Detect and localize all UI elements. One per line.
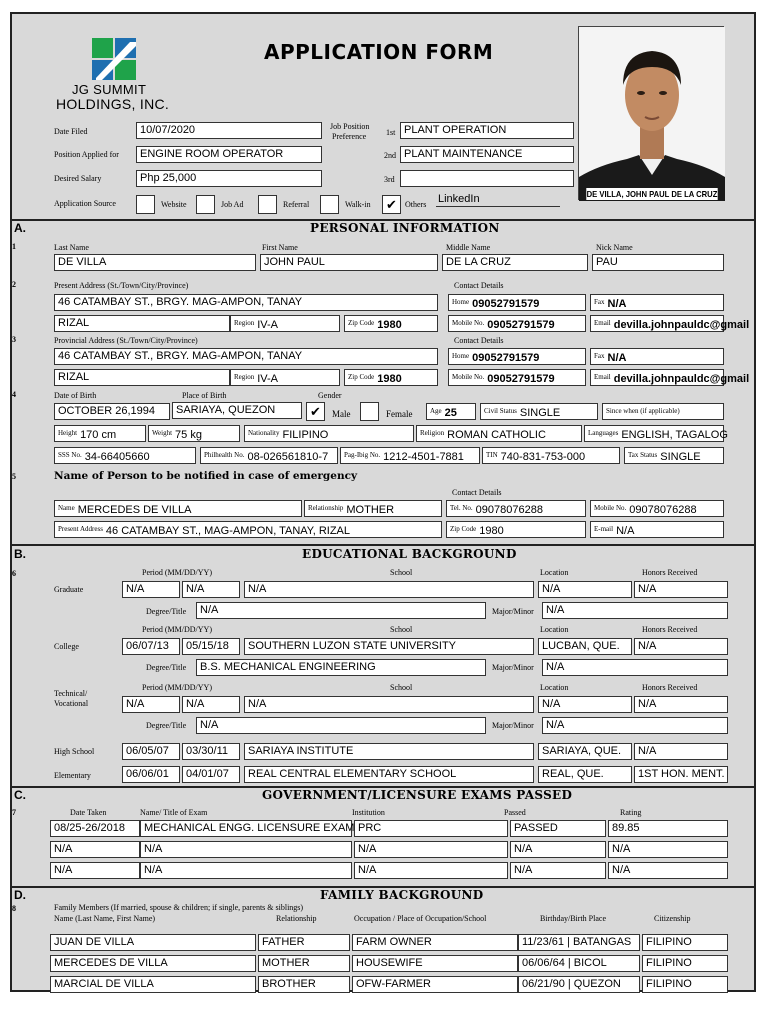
philhealth-label: Philhealth No. [204, 451, 245, 459]
technical-honors-label: Honors Received [642, 683, 698, 692]
company-name-line1: JG SUMMIT [72, 82, 147, 97]
section-a-letter: A. [14, 221, 26, 235]
emergency-tel-value: 09078076288 [475, 504, 543, 516]
present-zip-field[interactable] [344, 315, 438, 332]
exam-passed-cell[interactable]: N/A [510, 862, 606, 879]
civil-status-field[interactable] [480, 403, 598, 420]
technical-location-label: Location [540, 683, 569, 692]
languages-label: Languages [588, 429, 619, 437]
technical-school-label: School [390, 683, 413, 692]
graduate-degree-field[interactable]: N/A [196, 602, 486, 619]
pob-label: Place of Birth [182, 391, 227, 400]
technical-major-label: Major/Minor [492, 721, 534, 730]
highschool-from-field[interactable]: 06/05/07 [122, 743, 180, 760]
weight-field[interactable] [148, 425, 240, 442]
family-relationship-header: Relationship [276, 914, 317, 923]
position-label: Position Applied for [54, 150, 119, 159]
source-walkin-checkbox[interactable] [320, 195, 339, 214]
technical-period-label: Period (MM/DD/YY) [142, 683, 212, 692]
section-c-title: GOVERNMENT/LICENSURE EXAMS PASSED [262, 788, 573, 802]
graduate-to-field[interactable]: N/A [182, 581, 240, 598]
emergency-email-value: N/A [616, 525, 635, 537]
nationality-value: FILIPINO [282, 429, 329, 441]
family-citizenship-cell[interactable]: FILIPINO [642, 955, 728, 972]
philhealth-field[interactable] [200, 447, 338, 464]
college-degree-label: Degree/Title [146, 663, 187, 672]
source-walkin-label: Walk-in [345, 200, 371, 209]
age-label: Age [430, 407, 442, 415]
emergency-title: Name of Person to be notified in case of emergency [54, 470, 358, 482]
graduate-honors-label: Honors Received [642, 568, 698, 577]
religion-value: ROMAN CATHOLIC [447, 429, 546, 441]
item-number-5: 5 [12, 472, 16, 481]
region-label: Region [234, 319, 255, 327]
graduate-major-field[interactable]: N/A [542, 602, 728, 619]
item-number-4: 4 [12, 390, 16, 399]
height-field[interactable] [54, 425, 146, 442]
section-a-title: PERSONAL INFORMATION [310, 221, 500, 235]
pref-1st-label: 1st [386, 128, 396, 137]
elementary-label: Elementary [54, 771, 91, 780]
exam-date-header: Date Taken [70, 808, 107, 817]
pagibig-field[interactable] [340, 447, 480, 464]
highschool-label: High School [54, 747, 95, 756]
emergency-tel-field[interactable] [446, 500, 586, 517]
emergency-mobile-label: Mobile No. [594, 504, 627, 512]
item-number-8: 8 [12, 904, 16, 913]
present-address-field[interactable]: 46 CATAMBAY ST., BRGY. MAG-AMPON, TANAY [54, 294, 438, 311]
mobile-label: Mobile No. [452, 373, 485, 381]
company-logo [92, 38, 136, 80]
gender-male-checkbox[interactable]: ✔ [306, 402, 325, 421]
graduate-from-field[interactable]: N/A [122, 581, 180, 598]
emergency-address-label: Present Address [58, 525, 103, 533]
email-label: Email [594, 319, 611, 327]
home-label: Home [452, 352, 470, 360]
present-region-field[interactable] [230, 315, 340, 332]
exam-name-cell[interactable]: N/A [140, 841, 352, 858]
emergency-tel-label: Tel. No. [450, 504, 473, 512]
family-intro: Family Members (If married, spouse & children; if single, parents & siblings) [54, 903, 304, 912]
pref-1st-field[interactable]: PLANT OPERATION [400, 122, 574, 139]
highschool-to-field[interactable]: 03/30/11 [182, 743, 240, 760]
exam-institution-cell[interactable]: PRC [354, 820, 508, 837]
family-relationship-cell[interactable]: FATHER [258, 934, 350, 951]
family-name-cell[interactable]: MERCEDES DE VILLA [50, 955, 256, 972]
provincial-region-field[interactable] [230, 369, 340, 386]
gender-male-label: Male [332, 409, 351, 419]
provincial-email-field[interactable] [590, 369, 750, 386]
age-field[interactable] [426, 403, 476, 420]
tax-status-value: SINGLE [660, 451, 701, 463]
languages-field[interactable] [584, 425, 728, 442]
exam-name-cell[interactable]: MECHANICAL ENGG. LICENSURE EXAM [140, 820, 352, 837]
exam-name-header: Name/ Title of Exam [140, 808, 208, 817]
religion-label: Religion [420, 429, 445, 437]
college-school-label: School [390, 625, 413, 634]
form-title: APPLICATION FORM [264, 40, 494, 64]
highschool-school-field[interactable]: SARIAYA INSTITUTE [244, 743, 534, 760]
religion-field[interactable] [416, 425, 582, 442]
source-others-value[interactable]: LinkedIn [436, 192, 560, 207]
family-occupation-cell[interactable]: FARM OWNER [352, 934, 518, 951]
job-pref-label-2: Preference [332, 132, 367, 141]
family-occupation-header: Occupation / Place of Occupation/School [354, 914, 487, 923]
jg-summit-logo-icon [92, 38, 136, 80]
present-region-value: IV-A [257, 319, 279, 331]
source-website-label: Website [161, 200, 187, 209]
dob-label: Date of Birth [54, 391, 97, 400]
fax-label: Fax [594, 298, 605, 306]
provincial-region-value: IV-A [257, 373, 279, 385]
fax-label: Fax [594, 352, 605, 360]
photo-caption: DE VILLA, JOHN PAUL DE LA CRUZ [586, 189, 718, 199]
dob-field[interactable]: OCTOBER 26,1994 [54, 403, 170, 420]
provincial-fax-value: N/A [607, 352, 627, 364]
present-home-value: 09052791579 [472, 298, 540, 310]
family-citizenship-cell[interactable]: FILIPINO [642, 976, 728, 993]
emergency-mobile-field[interactable] [590, 500, 724, 517]
present-email-value: devilla.johnpauldc@gmail [613, 319, 750, 331]
email-label: Email [594, 373, 611, 381]
exam-date-cell[interactable]: N/A [50, 841, 140, 858]
source-others-checkbox[interactable]: ✔ [382, 195, 401, 214]
elementary-from-field[interactable]: 06/06/01 [122, 766, 180, 783]
section-d-title: FAMILY BACKGROUND [320, 888, 484, 902]
sss-label: SSS No. [58, 451, 82, 459]
since-when-label: Since when (if applicable) [606, 407, 680, 415]
gender-label: Gender [318, 391, 342, 400]
college-to-field[interactable]: 05/15/18 [182, 638, 240, 655]
gender-female-checkbox[interactable] [360, 402, 379, 421]
college-period-label: Period (MM/DD/YY) [142, 625, 212, 634]
provincial-province-field[interactable]: RIZAL [54, 369, 230, 386]
graduate-school-label: School [390, 568, 413, 577]
emergency-address-value: 46 CATAMBAY ST., MAG-AMPON, TANAY, RIZAL [105, 525, 351, 537]
technical-degree-field[interactable]: N/A [196, 717, 486, 734]
tax-status-field[interactable] [624, 447, 724, 464]
provincial-zip-field[interactable] [344, 369, 438, 386]
provincial-zip-value: 1980 [377, 373, 402, 385]
last-name-label: Last Name [54, 243, 89, 252]
present-fax-field[interactable] [590, 294, 724, 311]
source-referral-checkbox[interactable] [258, 195, 277, 214]
college-location-field[interactable]: LUCBAN, QUE. [538, 638, 632, 655]
family-name-header: Name (Last Name, First Name) [54, 914, 156, 923]
applicant-portrait-icon [579, 27, 725, 201]
pref-2nd-label: 2nd [384, 151, 396, 160]
college-major-field[interactable]: N/A [542, 659, 728, 676]
emergency-relationship-label: Relationship [308, 504, 344, 512]
emergency-relationship-value: MOTHER [346, 504, 395, 516]
present-province-field[interactable]: RIZAL [54, 315, 230, 332]
emergency-name-value: MERCEDES DE VILLA [77, 504, 192, 516]
graduate-major-label: Major/Minor [492, 607, 534, 616]
graduate-period-label: Period (MM/DD/YY) [142, 568, 212, 577]
emergency-name-field[interactable] [54, 500, 302, 517]
emergency-email-field[interactable] [590, 521, 724, 538]
provincial-contact-label: Contact Details [454, 336, 504, 345]
family-citizenship-header: Citizenship [654, 914, 691, 923]
date-filed-label: Date Filed [54, 127, 88, 136]
family-name-cell[interactable]: MARCIAL DE VILLA [50, 976, 256, 993]
salary-field[interactable]: Php 25,000 [136, 170, 322, 187]
college-school-field[interactable]: SOUTHERN LUZON STATE UNIVERSITY [244, 638, 534, 655]
technical-label-1: Technical/ [54, 689, 88, 698]
exam-institution-cell[interactable]: N/A [354, 841, 508, 858]
exam-institution-header: Institution [352, 808, 385, 817]
source-website-checkbox[interactable] [136, 195, 155, 214]
divider-b [12, 544, 754, 546]
middle-name-field[interactable]: DE LA CRUZ [442, 254, 588, 271]
emergency-email-label: E-mail [594, 525, 614, 533]
highschool-honors-field[interactable]: N/A [634, 743, 728, 760]
college-honors-field[interactable]: N/A [634, 638, 728, 655]
present-mobile-value: 09052791579 [487, 319, 555, 331]
highschool-location-field[interactable]: SARIAYA, QUE. [538, 743, 632, 760]
application-form [10, 12, 756, 992]
tin-field[interactable] [482, 447, 620, 464]
exam-passed-cell[interactable]: PASSED [510, 820, 606, 837]
exam-rating-cell[interactable]: 89.85 [608, 820, 728, 837]
source-referral-label: Referral [283, 200, 310, 209]
college-honors-label: Honors Received [642, 625, 698, 634]
weight-value: 75 kg [175, 429, 202, 441]
section-b-title: EDUCATIONAL BACKGROUND [302, 547, 517, 561]
family-birth-header: Birthday/Birth Place [540, 914, 606, 923]
college-degree-field[interactable]: B.S. MECHANICAL ENGINEERING [196, 659, 486, 676]
region-label: Region [234, 373, 255, 381]
present-home-field[interactable] [448, 294, 586, 311]
exam-institution-cell[interactable]: N/A [354, 862, 508, 879]
emergency-address-field[interactable] [54, 521, 442, 538]
technical-label-2: Vocational [54, 699, 89, 708]
provincial-address-field[interactable]: 46 CATAMBAY ST., BRGY. MAG-AMPON, TANAY [54, 348, 438, 365]
tin-value: 740-831-753-000 [500, 451, 586, 463]
height-value: 170 cm [80, 429, 117, 441]
present-email-field[interactable] [590, 315, 750, 332]
date-filed-field[interactable]: 10/07/2020 [136, 122, 322, 139]
elementary-location-field[interactable]: REAL, QUE. [538, 766, 632, 783]
civil-status-value: SINGLE [519, 407, 561, 419]
family-birth-cell[interactable]: 06/21/90 | QUEZON [518, 976, 640, 993]
item-number-2: 2 [12, 280, 16, 289]
civil-status-label: Civil Status [484, 407, 517, 415]
emergency-relationship-field[interactable] [304, 500, 442, 517]
nick-name-label: Nick Name [596, 243, 633, 252]
present-mobile-field[interactable] [448, 315, 586, 332]
exam-name-cell[interactable]: N/A [140, 862, 352, 879]
technical-school-field[interactable]: N/A [244, 696, 534, 713]
tin-label: TIN [486, 451, 498, 459]
sss-value: 34-66405660 [84, 451, 150, 463]
college-from-field[interactable]: 06/07/13 [122, 638, 180, 655]
item-number-7: 7 [12, 808, 16, 817]
source-jobad-checkbox[interactable] [196, 195, 215, 214]
present-fax-value: N/A [607, 298, 627, 310]
source-jobad-label: Job Ad [221, 200, 244, 209]
provincial-mobile-field[interactable] [448, 369, 586, 386]
elementary-honors-field[interactable]: 1ST HON. MENT. [634, 766, 728, 783]
family-citizenship-cell[interactable]: FILIPINO [642, 934, 728, 951]
salary-label: Desired Salary [54, 174, 102, 183]
pob-field[interactable]: SARIAYA, QUEZON [172, 402, 302, 419]
technical-from-field[interactable]: N/A [122, 696, 180, 713]
last-name-field[interactable]: DE VILLA [54, 254, 256, 271]
family-birth-cell[interactable]: 06/06/64 | BICOL [518, 955, 640, 972]
college-major-label: Major/Minor [492, 663, 534, 672]
exam-rating-cell[interactable]: N/A [608, 862, 728, 879]
gender-female-label: Female [386, 409, 413, 419]
pref-2nd-field[interactable]: PLANT MAINTENANCE [400, 146, 574, 163]
emergency-name-label: Name [58, 504, 75, 512]
weight-label: Weight [152, 429, 173, 437]
family-name-cell[interactable]: JUAN DE VILLA [50, 934, 256, 951]
family-occupation-cell[interactable]: OFW-FARMER [352, 976, 518, 993]
age-value: 25 [444, 407, 457, 419]
exam-date-cell[interactable]: N/A [50, 862, 140, 879]
provincial-email-value: devilla.johnpauldc@gmail [613, 373, 750, 385]
technical-degree-label: Degree/Title [146, 721, 187, 730]
applicant-photo [578, 26, 724, 200]
emergency-zip-field[interactable] [446, 521, 586, 538]
exam-date-cell[interactable]: 08/25-26/2018 [50, 820, 140, 837]
exam-passed-header: Passed [504, 808, 526, 817]
nationality-field[interactable] [244, 425, 414, 442]
present-address-label: Present Address (St./Town/City/Province) [54, 281, 189, 290]
emergency-contact-label: Contact Details [452, 488, 502, 497]
job-pref-label-1: Job Position [330, 122, 370, 131]
exam-rating-cell[interactable]: N/A [608, 841, 728, 858]
technical-location-field[interactable]: N/A [538, 696, 632, 713]
section-c-letter: C. [14, 788, 26, 802]
languages-value: ENGLISH, TAGALOG [621, 429, 728, 441]
nationality-label: Nationality [248, 429, 280, 437]
emergency-zip-label: Zip Code [450, 525, 477, 533]
section-d-letter: D. [14, 888, 26, 902]
pagibig-label: Pag-Ibig No. [344, 451, 381, 459]
family-birth-cell[interactable]: 11/23/61 | BATANGAS [518, 934, 640, 951]
philhealth-value: 08-026561810-7 [247, 451, 329, 463]
first-name-field[interactable]: JOHN PAUL [260, 254, 438, 271]
graduate-location-label: Location [540, 568, 569, 577]
graduate-label: Graduate [54, 585, 84, 594]
first-name-label: First Name [262, 243, 298, 252]
item-number-6: 6 [12, 569, 16, 578]
graduate-location-field[interactable]: N/A [538, 581, 632, 598]
position-field[interactable]: ENGINE ROOM OPERATOR [136, 146, 322, 163]
source-others-label: Others [405, 200, 427, 209]
family-relationship-cell[interactable]: MOTHER [258, 955, 350, 972]
technical-major-field[interactable]: N/A [542, 717, 728, 734]
item-number-3: 3 [12, 335, 16, 344]
provincial-fax-field[interactable] [590, 348, 724, 365]
nick-name-field[interactable]: PAU [592, 254, 724, 271]
college-location-label: Location [540, 625, 569, 634]
home-label: Home [452, 298, 470, 306]
item-number-1: 1 [12, 242, 16, 251]
pref-3rd-label: 3rd [384, 175, 395, 184]
tax-status-label: Tax Status [628, 451, 658, 459]
since-when-field[interactable] [602, 403, 724, 420]
exam-rating-header: Rating [620, 808, 642, 817]
graduate-school-field[interactable]: N/A [244, 581, 534, 598]
zip-label: Zip Code [348, 373, 375, 381]
present-zip-value: 1980 [377, 319, 402, 331]
exam-passed-cell[interactable]: N/A [510, 841, 606, 858]
technical-to-field[interactable]: N/A [182, 696, 240, 713]
zip-label: Zip Code [348, 319, 375, 327]
middle-name-label: Middle Name [446, 243, 491, 252]
elementary-school-field[interactable]: REAL CENTRAL ELEMENTARY SCHOOL [244, 766, 534, 783]
college-label: College [54, 642, 79, 651]
provincial-address-label: Provincial Address (St./Town/City/Province) [54, 336, 198, 345]
provincial-home-field[interactable] [448, 348, 586, 365]
family-relationship-cell[interactable]: BROTHER [258, 976, 350, 993]
source-label: Application Source [54, 199, 116, 208]
pref-3rd-field[interactable] [400, 170, 574, 187]
present-contact-label: Contact Details [454, 281, 504, 290]
technical-honors-field[interactable]: N/A [634, 696, 728, 713]
graduate-degree-label: Degree/Title [146, 607, 187, 616]
elementary-to-field[interactable]: 04/01/07 [182, 766, 240, 783]
section-b-letter: B. [14, 547, 26, 561]
provincial-mobile-value: 09052791579 [487, 373, 555, 385]
provincial-home-value: 09052791579 [472, 352, 540, 364]
emergency-zip-value: 1980 [479, 525, 504, 537]
pagibig-value: 1212-4501-7881 [383, 451, 464, 463]
family-occupation-cell[interactable]: HOUSEWIFE [352, 955, 518, 972]
emergency-mobile-value: 09078076288 [629, 504, 697, 516]
graduate-honors-field[interactable]: N/A [634, 581, 728, 598]
height-label: Height [58, 429, 78, 437]
mobile-label: Mobile No. [452, 319, 485, 327]
company-name-line2: HOLDINGS, INC. [56, 96, 170, 112]
sss-field[interactable] [54, 447, 196, 464]
